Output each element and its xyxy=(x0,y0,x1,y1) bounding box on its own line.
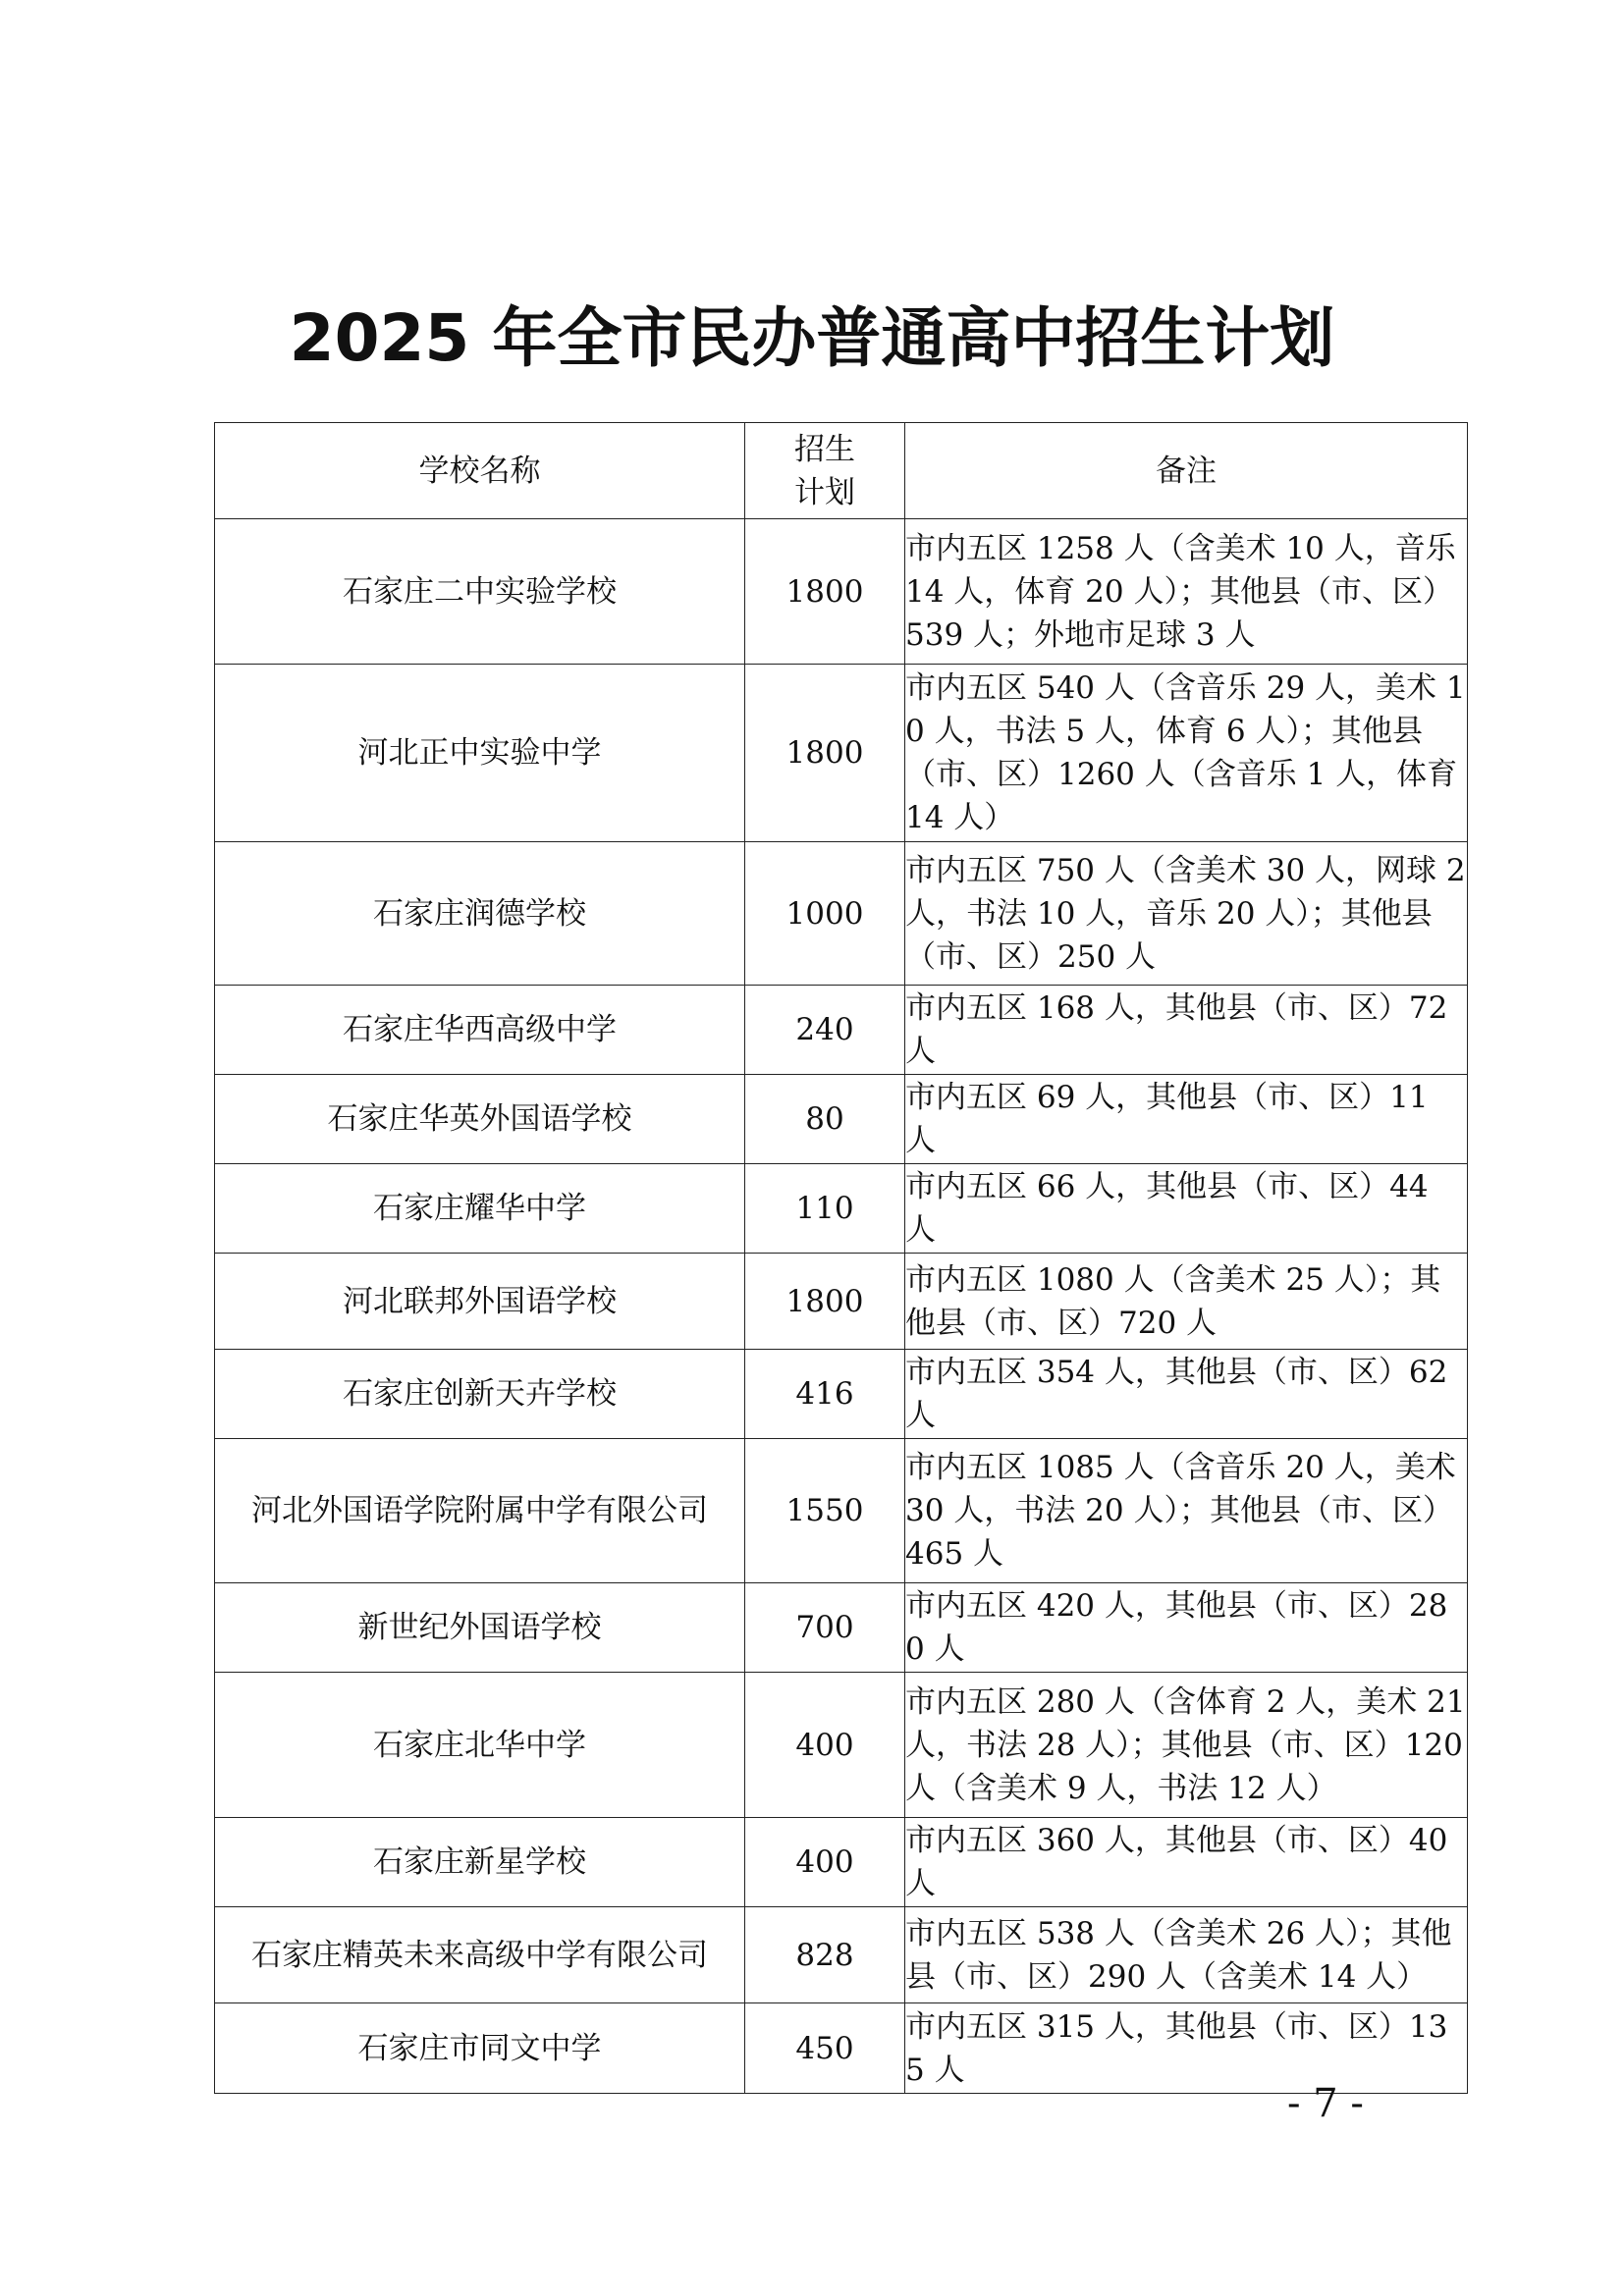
header-plan-line1: 招生 xyxy=(794,431,855,467)
table-row xyxy=(215,1164,1468,1254)
plan-count: 80 xyxy=(745,1075,905,1164)
school-name: 石家庄二中实验学校 xyxy=(215,519,745,665)
table-row xyxy=(215,1907,1468,2003)
table-row xyxy=(215,842,1468,986)
plan-count: 400 xyxy=(745,1673,905,1818)
school-name: 石家庄华英外国语学校 xyxy=(215,1075,745,1164)
plan-count: 1800 xyxy=(745,665,905,842)
remarks: 市内五区 420 人，其他县（市、区）280 人 xyxy=(905,1583,1468,1673)
remarks: 市内五区 540 人（含音乐 29 人，美术 10 人，书法 5 人，体育 6 人）；其他县（市、区）1260 人（含音乐 1 人，体育 14 人） xyxy=(905,665,1468,842)
plan-count: 1000 xyxy=(745,842,905,986)
header-enrollment-plan xyxy=(745,423,905,519)
plan-count: 1550 xyxy=(745,1439,905,1583)
remarks: 市内五区 750 人（含美术 30 人，网球 2 人，书法 10 人，音乐 20 人）；其他县（市、区）250 人 xyxy=(905,842,1468,986)
table-row xyxy=(215,519,1468,665)
header-plan-line2: 计划 xyxy=(794,474,855,510)
remarks: 市内五区 1258 人（含美术 10 人，音乐 14 人，体育 20 人）；其他县（市、区）539 人；外地市足球 3 人 xyxy=(905,519,1468,665)
remarks: 市内五区 1085 人（含音乐 20 人，美术 30 人，书法 20 人）；其他县（市、区）465 人 xyxy=(905,1439,1468,1583)
plan-count: 110 xyxy=(745,1164,905,1254)
plan-count: 416 xyxy=(745,1350,905,1439)
remarks: 市内五区 69 人，其他县（市、区）11 人 xyxy=(905,1075,1468,1164)
header-remarks: 备注 xyxy=(905,423,1468,519)
remarks: 市内五区 168 人，其他县（市、区）72 人 xyxy=(905,986,1468,1075)
table-row xyxy=(215,1673,1468,1818)
remarks: 市内五区 360 人，其他县（市、区）40 人 xyxy=(905,1818,1468,1907)
plan-count: 1800 xyxy=(745,519,905,665)
plan-count: 240 xyxy=(745,986,905,1075)
school-name: 河北联邦外国语学校 xyxy=(215,1254,745,1350)
page-number: - 7 - xyxy=(1287,2081,1364,2126)
school-name: 石家庄创新天卉学校 xyxy=(215,1350,745,1439)
remarks: 市内五区 66 人，其他县（市、区）44 人 xyxy=(905,1164,1468,1254)
page-title: 2025 年全市民办普通高中招生计划 xyxy=(289,300,1335,376)
enrollment-plan-table xyxy=(214,422,1468,2094)
header-school-name: 学校名称 xyxy=(215,423,745,519)
table-row xyxy=(215,1818,1468,1907)
school-name: 石家庄润德学校 xyxy=(215,842,745,986)
table-row xyxy=(215,1439,1468,1583)
school-name: 石家庄精英未来高级中学有限公司 xyxy=(215,1907,745,2003)
table-row xyxy=(215,1583,1468,1673)
school-name: 石家庄耀华中学 xyxy=(215,1164,745,1254)
school-name: 石家庄新星学校 xyxy=(215,1818,745,1907)
remarks: 市内五区 280 人（含体育 2 人，美术 21 人，书法 28 人）；其他县（市、区）120 人（含美术 9 人，书法 12 人） xyxy=(905,1673,1468,1818)
plan-count: 828 xyxy=(745,1907,905,2003)
school-name: 河北正中实验中学 xyxy=(215,665,745,842)
table-row xyxy=(215,1350,1468,1439)
school-name: 石家庄北华中学 xyxy=(215,1673,745,1818)
table-row xyxy=(215,1075,1468,1164)
table-row xyxy=(215,1254,1468,1350)
school-name: 石家庄华西高级中学 xyxy=(215,986,745,1075)
remarks: 市内五区 538 人（含美术 26 人）；其他县（市、区）290 人（含美术 14 人） xyxy=(905,1907,1468,2003)
plan-count: 1800 xyxy=(745,1254,905,1350)
table-row xyxy=(215,986,1468,1075)
plan-count: 450 xyxy=(745,2003,905,2094)
school-name: 河北外国语学院附属中学有限公司 xyxy=(215,1439,745,1583)
table-header-row xyxy=(215,423,1468,519)
school-name: 石家庄市同文中学 xyxy=(215,2003,745,2094)
school-name: 新世纪外国语学校 xyxy=(215,1583,745,1673)
remarks: 市内五区 315 人，其他县（市、区）135 人 xyxy=(905,2003,1468,2094)
plan-count: 700 xyxy=(745,1583,905,1673)
plan-count: 400 xyxy=(745,1818,905,1907)
remarks: 市内五区 1080 人（含美术 25 人）；其他县（市、区）720 人 xyxy=(905,1254,1468,1350)
table-row xyxy=(215,665,1468,842)
remarks: 市内五区 354 人，其他县（市、区）62 人 xyxy=(905,1350,1468,1439)
